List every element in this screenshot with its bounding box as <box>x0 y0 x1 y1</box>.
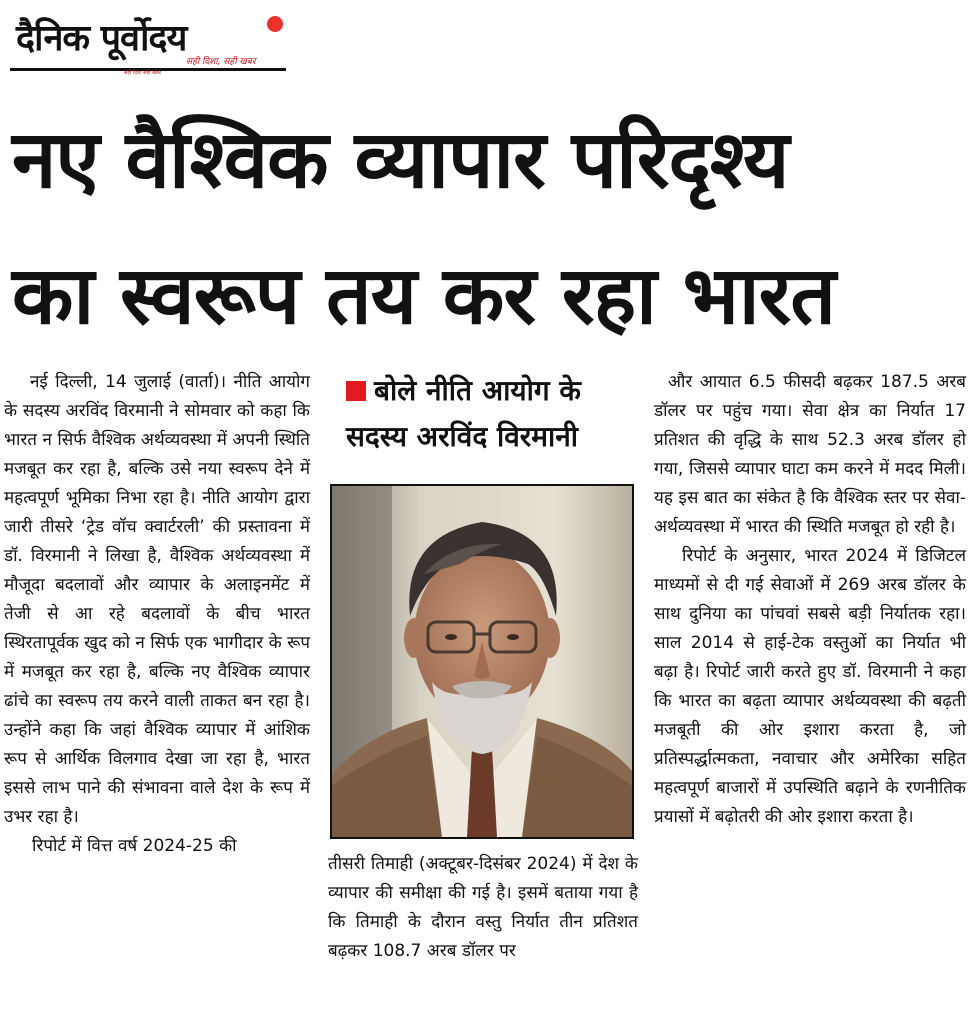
masthead-title: दैनिक पूर्वोदय <box>16 18 187 59</box>
article-column-3 <box>654 368 966 832</box>
subheading-line-2: सदस्य अरविंद विरमानी <box>346 420 579 453</box>
masthead-tagline: सही दिशा, सही खबर <box>186 57 256 67</box>
portrait-photo <box>330 484 634 839</box>
article-column-2 <box>328 850 638 966</box>
headline-line-1: नए वैश्विक व्यापार परिदृश्य <box>12 113 789 206</box>
subheading <box>346 368 636 460</box>
masthead <box>10 6 286 76</box>
article-paragraph: और आयात 6.5 फीसदी बढ़कर 187.5 अरब डॉलर पर पहुंच गया। सेवा क्षेत्र का निर्यात 17 प्रतिशत की वृद्धि के साथ 52.3 अरब डॉलर हो गया, जिससे व्यापार घाटा कम करने में मदद मिली। यह इस बात का संकेत है कि वैश्विक स्तर पर सेवा-अर्थव्यवस्था में भारत की स्थिति मजबूत हो रही है। <box>654 372 966 537</box>
masthead-dot-icon <box>267 16 283 32</box>
red-square-icon <box>346 381 366 401</box>
article-paragraph: रिपोर्ट के अनुसार, भारत 2024 में डिजिटल माध्यमों से दी गई सेवाओं में 269 अरब डॉलर के साथ दुनिया का पांचवां सबसे बड़ी निर्यातक रहा। साल 2014 से हाई-टेक वस्तुओं का निर्यात भी बढ़ा है। रिपोर्ट जारी करते हुए डॉ. विरमानी ने कहा कि भारत का बढ़ता व्यापार अर्थव्यवस्था की बढ़ती मजबूती की ओर इशारा करता है, जो प्रतिस्पर्द्धात्मकता, नवाचार और अमेरिका सहित महत्वपूर्ण बाजारों में उपस्थिति बढ़ाने के रणनीतिक प्रयासों में बढ़ोतरी की ओर इशारा करता है। <box>654 546 966 827</box>
article-paragraph: नई दिल्ली, 14 जुलाई (वार्ता)। नीति आयोग के सदस्य अरविंद विरमानी ने सोमवार को कहा कि भारत न सिर्फ वैश्विक अर्थव्यवस्था में अपनी स्थिति मजबूत कर रहा है, बल्कि उसे नया स्वरूप देने में महत्वपूर्ण भूमिका निभा रहा है। नीति आयोग द्वारा जारी तीसरे ‘ट्रेड वॉच क्वार्टरली’ की प्रस्तावना में डॉ. विरमानी ने लिखा है, वैश्विक अर्थव्यवस्था में मौजूदा बदलावों और व्यापार के अलाइनमेंट में तेजी से आ रहे बदलावों के बीच भारत स्थिरतापूर्वक खुद को न सिर्फ एक भागीदार के रूप में मजबूत कर रहा है, बल्कि नए वैश्विक व्यापार ढांचे का स्वरूप तय करने वाली ताकत बन रहा है। उन्होंने कहा कि जहां वैश्विक व्यापार में आंशिक रूप से आर्थिक विलगाव देखा जा रहा है, भारत इससे लाभ पाने की संभावना वाले देश के रूप में उभर रहा है। <box>4 372 310 827</box>
article-column-1 <box>4 368 310 861</box>
article-paragraph: रिपोर्ट में वित्त वर्ष 2024-25 की <box>32 836 237 856</box>
portrait-illustration <box>332 486 632 837</box>
masthead-small-text: सही दिशा सही खबर <box>124 70 162 76</box>
headline-line-2: का स्वरूप तय कर रहा भारत <box>12 249 835 342</box>
article-paragraph: तीसरी तिमाही (अक्टूबर-दिसंबर 2024) में देश के व्यापार की समीक्षा की गई है। इसमें बताया गया है कि तिमाही के दौरान वस्तु निर्यात तीन प्रतिशत बढ़कर 108.7 अरब डॉलर पर <box>328 854 638 961</box>
headline <box>12 92 958 364</box>
subheading-line-1: बोले नीति आयोग के <box>374 374 581 407</box>
